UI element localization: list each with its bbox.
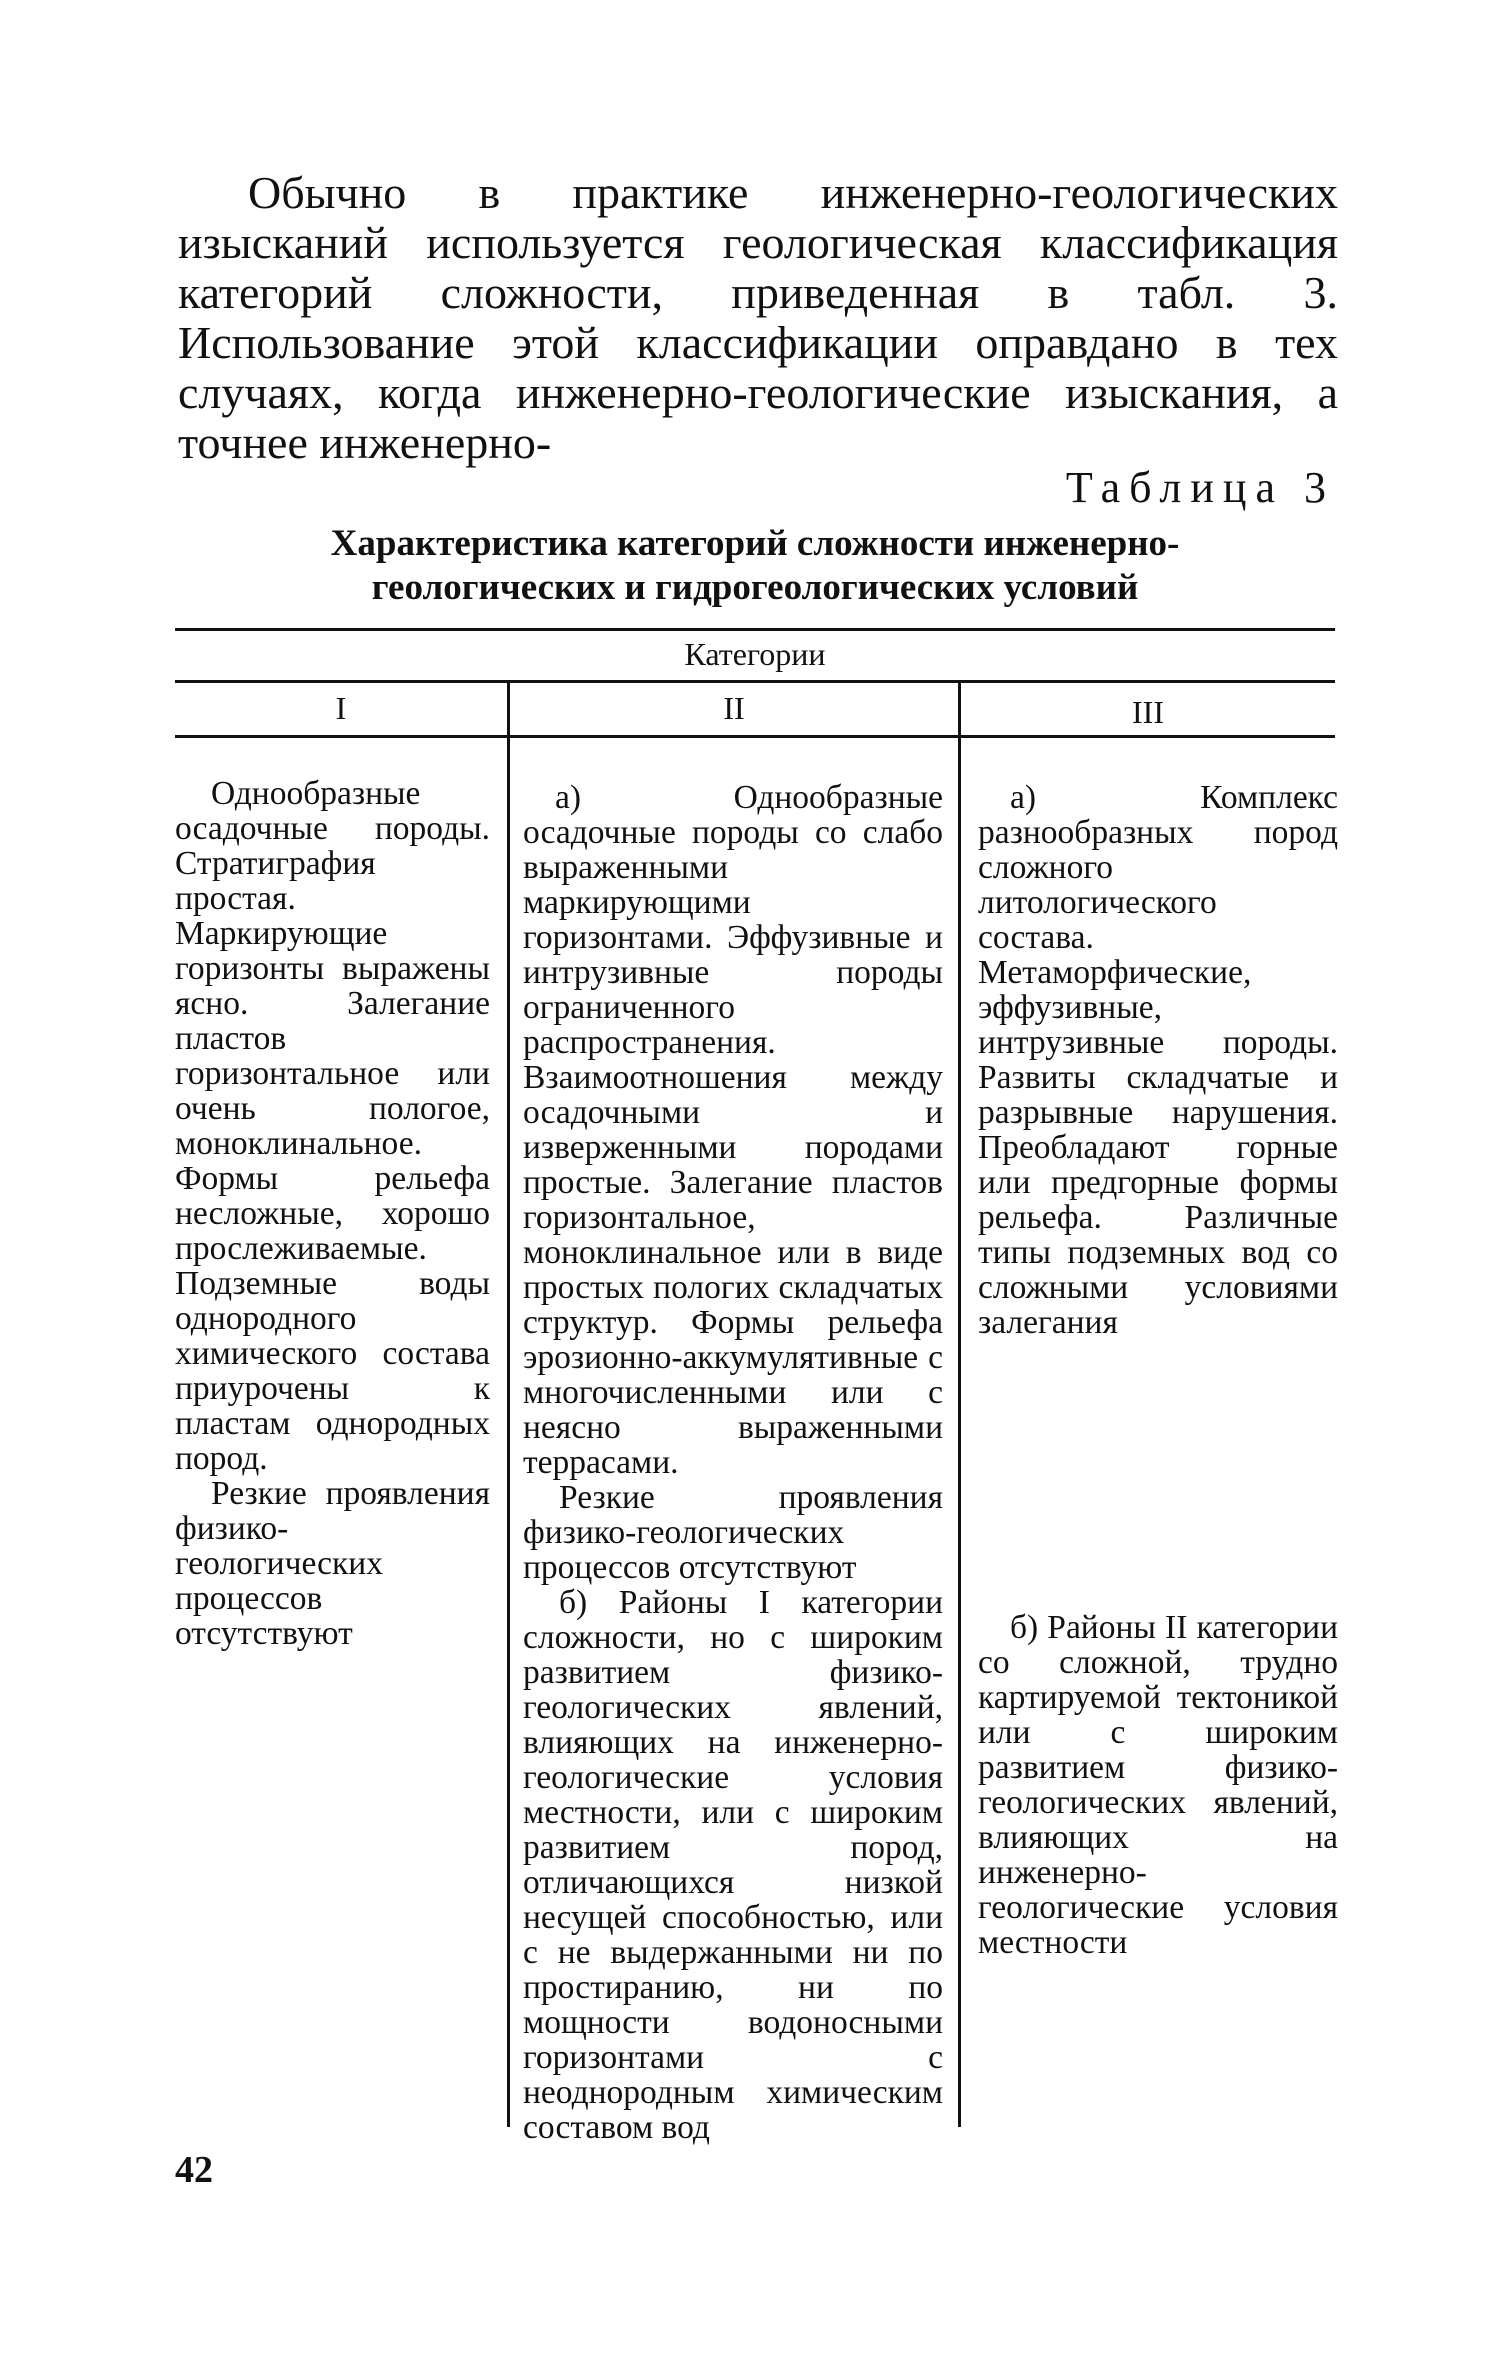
table-top-rule (175, 628, 1335, 631)
column-iii-item-a: а) Комплекс разнообразных пород сложного литологического состава. Метаморфические, эффузивные, интрузивные породы. Развиты складчатые и разрывные нарушения. Преобладают горные или предгорные формы рельефа. Различные типы подземных вод со сложными условиями залегания (978, 779, 1338, 1341)
column-header-i: I (335, 690, 347, 726)
column-divider-1 (507, 682, 510, 2127)
table-title (175, 522, 1335, 610)
categories-header: Категории (684, 636, 826, 672)
column-ii-item-b: б) Районы I категории сложности, но с широким развитием физико-геологических явлений, влияющих на инженерно-геологические условия местности, или с широким развитием пород, отличающихся низкой несущей способностью, или с не выдержанными ни по простиранию, ни по мощности водоносными горизонтами с неоднородным химическим составом вод (523, 1584, 943, 2146)
column-header-ii: II (723, 690, 745, 726)
column-i-content (175, 776, 490, 1651)
column-i-paragraph-2: Резкие проявления физико-геологических процессов отсутствуют (175, 1475, 490, 1652)
column-header-bottom-rule (175, 735, 1335, 738)
column-divider-2 (958, 682, 961, 2127)
column-ii-item-a-note: Резкие проявления физико-геологических процессов отсутствуют (523, 1479, 943, 1586)
page-number: 42 (175, 2149, 213, 2191)
table-label: Таблица 3 (1065, 463, 1335, 512)
column-header-iii: III (1132, 694, 1164, 730)
header-divider-rule (175, 680, 1335, 683)
column-ii-item-a: а) Однообразные осадочные породы со слабо выраженными маркирующими горизонтами. Эффузивные и интрузивные породы ограниченного распространения. Взаимоотношения между осадочными и изверженными породами простые. Залегание пластов горизонтальное, моноклинальное или в виде простых пологих складчатых структур. Формы рельефа эрозионно-аккумулятивные с многочисленными или с неясно выраженными террасами. (523, 779, 943, 1481)
column-ii-content (523, 780, 943, 2145)
table-title-line-1: Характеристика категорий сложности инженерно- (330, 523, 1180, 564)
column-iii-content (978, 780, 1338, 1960)
intro-paragraph: Обычно в практике инженерно-геологических изысканий используется геологическая классификация категорий сложности, приведенная в табл. 3. Использование этой классификации оправдано в тех случаях, когда инженерно-геологические изыскания, а точнее инженерно- (178, 167, 1338, 468)
column-i-paragraph-1: Однообразные осадочные породы. Стратиграфия простая. Маркирующие горизонты выражены ясно. Залегание пластов горизонтальное или очень пологое, моноклинальное. Формы рельефа несложные, хорошо прослеживаемые. Подземные воды однородного химического состава приурочены к пластам однородных пород. (175, 775, 490, 1477)
table-title-line-2: геологических и гидрогеологических условий (371, 567, 1139, 608)
column-iii-item-b: б) Районы II категории со сложной, трудно картируемой тектоникой или с широким развитием физико-геологических явлений, влияющих на инженерно-геологические условия местности (978, 1609, 1338, 1961)
